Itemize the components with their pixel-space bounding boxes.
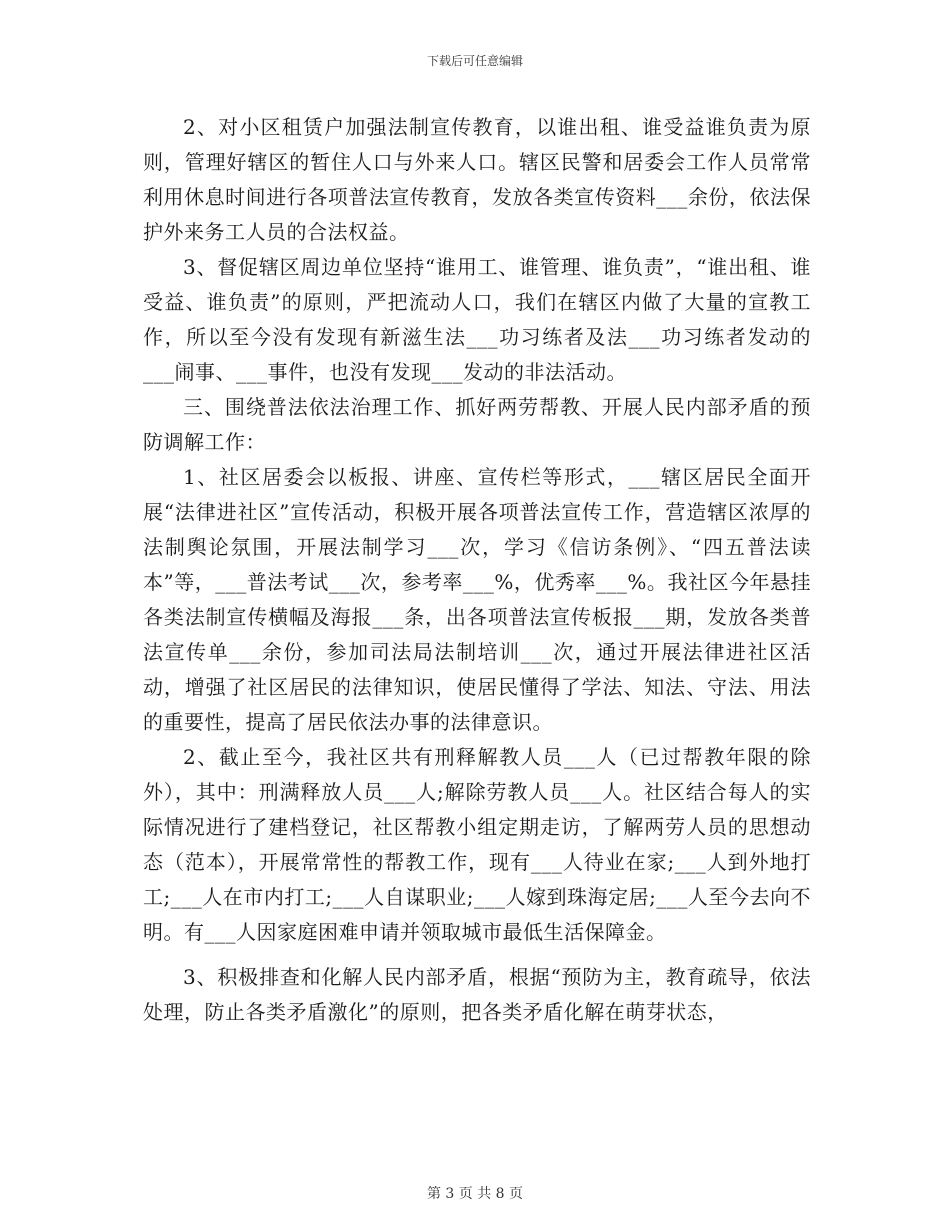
page-header: 下载后可任意编辑 (426, 54, 523, 68)
paragraph: 2、截止至今，我社区共有刑释解教人员___人（已过帮教年限的除外），其中：刑满释放人员___人;解除劳教人员___人。社区结合每人的实际情况进行了建档登记，社区帮教小组定期走访，了解两劳人员的思想动态（范本），开展常常性的帮教工作，现有___人待业在家;___人到外地打工;___人在市内打工;___人自谋职业;___人嫁到珠海定居;___人至今去向不明。有___人因家庭困难申请并领取城市最低生活保障金。 (143, 745, 811, 944)
document-body (143, 110, 811, 1030)
paragraph: 2、对小区租赁户加强法制宣传教育，以谁出租、谁受益谁负责为原则，管理好辖区的暂住人口与外来人口。辖区民警和居委会工作人员常常利用休息时间进行各项普法宣传教育，发放各类宣传资料___余份，依法保护外来务工人员的合法权益。 (143, 115, 811, 244)
paragraph: 3、督促辖区周边单位坚持“谁用工、谁管理、谁负责”，“谁出租、谁受益、谁负责”的原则，严把流动人口，我们在辖区内做了大量的宣教工作，所以至今没有发现有新滋生法___功习练者及法___功习练者发动的___闹事、___事件，也没有发现___发动的非法活动。 (143, 255, 811, 384)
page-number: 第 3 页 共 8 页 (426, 1186, 524, 1202)
paragraph: 1、社区居委会以板报、讲座、宣传栏等形式，___辖区居民全面开展“法律进社区”宣传活动，积极开展各项普法宣传工作，营造辖区浓厚的法制舆论氛围，开展法制学习___次，学习《信访条例》、“四五普法读本”等，___普法考试___次，参考率___%，优秀率___%。我社区今年悬挂各类法制宣传横幅及海报___条，出各项普法宣传板报___期，发放各类普法宣传单___余份，参加司法局法制培训___次，通过开展法律进社区活动，增强了社区居民的法律知识，使居民懂得了学法、知法、守法、用法的重要性，提高了居民依法办事的法律意识。 (143, 465, 811, 734)
section-heading: 三、围绕普法依法治理工作、抓好两劳帮教、开展人民内部矛盾的预防调解工作： (143, 395, 811, 454)
paragraph: 3、积极排查和化解人民内部矛盾，根据“预防为主，教育疏导，依法处理，防止各类矛盾激化”的原则，把各类矛盾化解在萌芽状态， (143, 965, 811, 1024)
